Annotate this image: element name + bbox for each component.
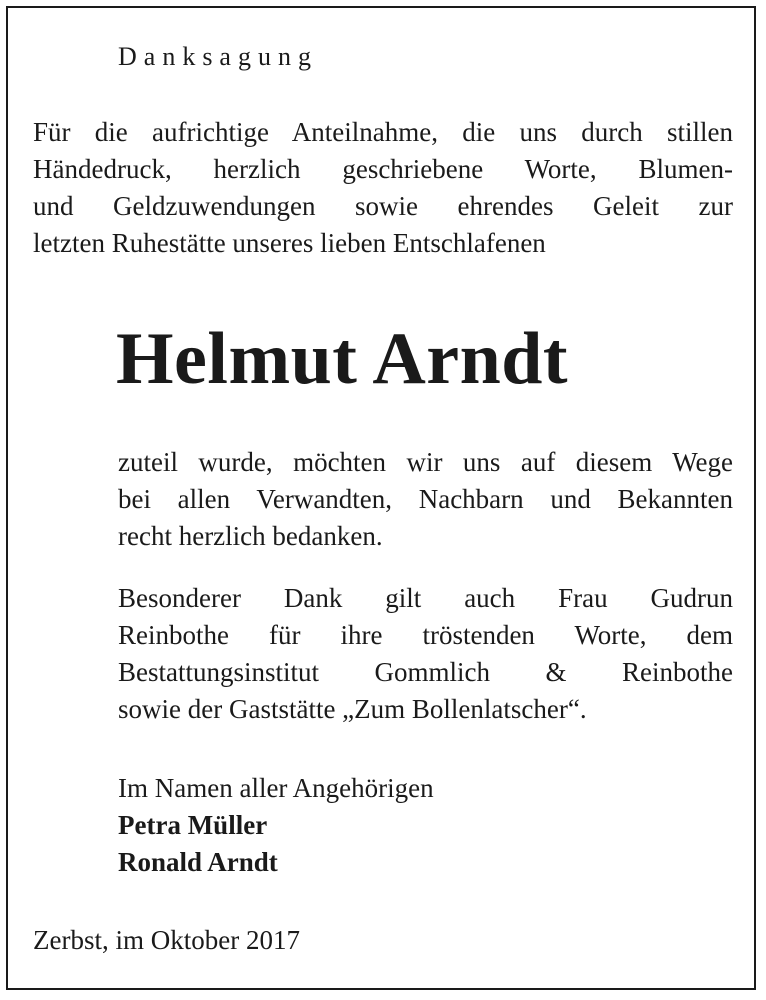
intro-line: Händedruck, herzlich geschriebene Worte, Blumen-: [33, 154, 733, 184]
intro-paragraph: [33, 114, 733, 262]
signer-name: Ronald Arndt: [118, 847, 278, 877]
special-thanks-line: Reinbothe für ihre tröstenden Worte, dem: [118, 620, 733, 650]
signoff-intro: Im Namen aller Angehörigen: [118, 773, 434, 803]
thanks-line: recht herzlich bedanken.: [118, 521, 383, 551]
place-date: Zerbst, im Oktober 2017: [33, 925, 300, 955]
special-thanks-line: sowie der Gaststätte „Zum Bollenlatscher“.: [118, 694, 587, 724]
intro-line: Für die aufrichtige Anteilnahme, die uns durch stillen: [33, 117, 733, 147]
notice-heading: Danksagung: [118, 42, 318, 71]
thanks-paragraph: [118, 444, 733, 555]
thanks-line: zuteil wurde, möchten wir uns auf diesem Wege: [118, 447, 733, 477]
intro-line: letzten Ruhestätte unseres lieben Entschlafenen: [33, 228, 546, 258]
signer-name: Petra Müller: [118, 810, 268, 840]
thanks-line: bei allen Verwandten, Nachbarn und Bekannten: [118, 484, 733, 514]
intro-line: und Geldzuwendungen sowie ehrendes Geleit zur: [33, 191, 733, 221]
signoff-block: [118, 770, 434, 881]
special-thanks-paragraph: [118, 580, 733, 728]
deceased-name: Helmut Arndt: [116, 318, 569, 400]
special-thanks-line: Bestattungsinstitut Gommlich & Reinbothe: [118, 657, 733, 687]
special-thanks-line: Besonderer Dank gilt auch Frau Gudrun: [118, 583, 733, 613]
